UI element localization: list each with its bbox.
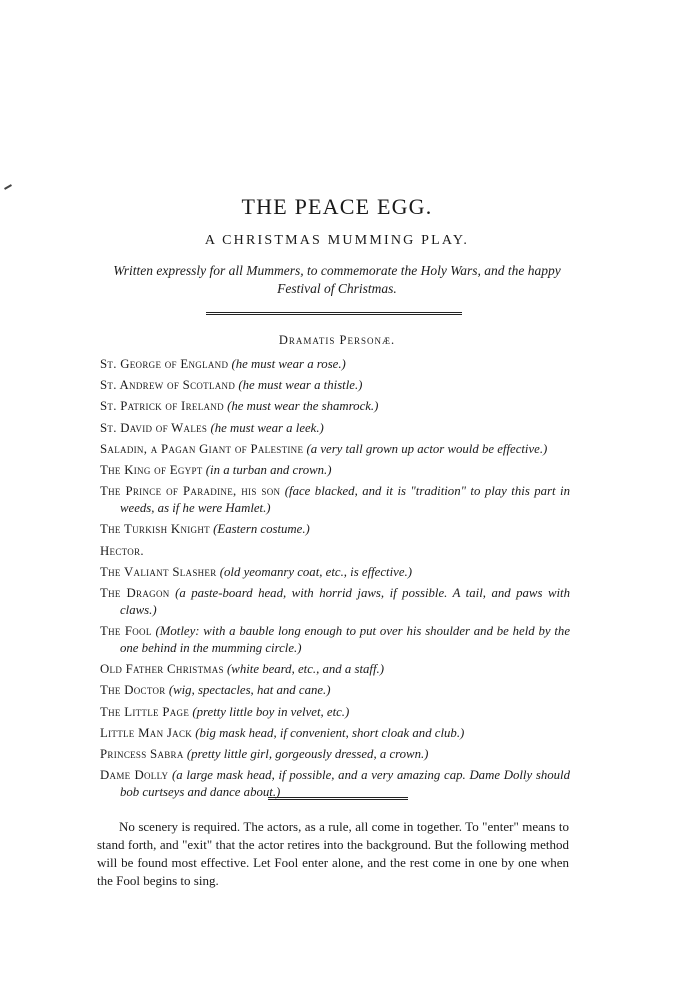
cast-entry bbox=[100, 725, 570, 742]
character-description: (face blacked, and it is "tradition" to play this part in weeds, as if he were Hamlet.) bbox=[120, 484, 570, 516]
cast-entry bbox=[100, 441, 570, 458]
cast-entry bbox=[100, 462, 570, 479]
page-title: THE PEACE EGG. bbox=[241, 194, 433, 219]
cast-entry bbox=[100, 521, 570, 538]
character-description: (white beard, etc., and a staff.) bbox=[227, 662, 384, 677]
dramatis-personae-heading: Dramatis Personæ. bbox=[278, 333, 396, 347]
character-name: Little Man Jack bbox=[100, 725, 193, 740]
character-name: Princess Sabra bbox=[100, 747, 184, 761]
cast-entry bbox=[100, 682, 570, 699]
cast-entry bbox=[100, 746, 570, 763]
character-name: The Turkish Knight bbox=[100, 522, 210, 537]
character-description: (big mask head, if convenient, short cloak and club.) bbox=[195, 725, 465, 740]
character-name: The Prince of Paradine, his son bbox=[100, 484, 281, 499]
divider-rule-top bbox=[206, 312, 462, 315]
character-name: Saladin, a Pagan Giant of Palestine bbox=[100, 441, 304, 456]
character-name: St. Andrew of Scotland bbox=[100, 378, 236, 393]
cast-entry bbox=[100, 377, 570, 394]
character-name: The Fool bbox=[100, 624, 152, 639]
character-description: (wig, spectacles, hat and cane.) bbox=[168, 683, 331, 698]
page-subtitle: A CHRISTMAS MUMMING PLAY. bbox=[204, 233, 470, 248]
character-name: Dame Dolly bbox=[100, 768, 169, 783]
character-description: (he must wear a rose.) bbox=[231, 357, 346, 371]
cast-entry bbox=[100, 483, 570, 517]
character-name: The Doctor bbox=[100, 683, 166, 698]
cast-entry bbox=[100, 623, 570, 657]
divider-rule-bottom bbox=[268, 797, 408, 800]
cast-entry bbox=[100, 661, 570, 678]
character-description: (pretty little boy in velvet, etc.) bbox=[192, 704, 350, 719]
cast-list bbox=[100, 356, 570, 805]
cast-entry bbox=[100, 420, 570, 437]
character-description: (he must wear a leek.) bbox=[210, 420, 324, 435]
character-description: (a large mask head, if possible, and a very amazing cap. Dame Dolly should bob curtseys and dance about.) bbox=[120, 768, 571, 800]
cast-entry bbox=[100, 704, 570, 721]
character-name: The Valiant Slasher bbox=[100, 564, 217, 579]
character-name: The King of Egypt bbox=[100, 462, 203, 477]
character-description: (in a turban and crown.) bbox=[205, 462, 332, 477]
character-description: (he must wear the shamrock.) bbox=[227, 399, 379, 414]
cast-entry bbox=[100, 398, 570, 415]
character-description: (a paste-board head, with horrid jaws, if possible. A tail, and paws with claws.) bbox=[120, 585, 570, 617]
cast-entry bbox=[100, 356, 570, 373]
character-description: (Motley: with a bauble long enough to put over his shoulder and be held by the one behind in the mumming circle.) bbox=[120, 624, 571, 656]
margin-mark bbox=[4, 184, 12, 190]
character-description: (pretty little girl, gorgeously dressed, a crown.) bbox=[186, 747, 429, 761]
character-description: (Eastern costume.) bbox=[213, 522, 310, 537]
character-name: Old Father Christmas bbox=[100, 662, 224, 677]
cast-entry bbox=[100, 543, 570, 560]
cast-entry bbox=[100, 564, 570, 581]
character-name: St. George of England bbox=[100, 357, 229, 371]
dedication-text: Written expressly for all Mummers, to commemorate the Holy Wars, and the happy Festival of Christmas. bbox=[113, 263, 561, 296]
character-name: The Dragon bbox=[100, 585, 170, 600]
staging-notes: No scenery is required. The actors, as a rule, all come in together. To "enter" means to stand forth, and "exit" that the actor retires into the background. But the following method will be found most effective. Let Fool enter alone, and the rest come in one by one when the Fool begins to sing. bbox=[97, 819, 569, 888]
cast-entry bbox=[100, 585, 570, 619]
character-description: (he must wear a thistle.) bbox=[238, 378, 363, 393]
character-description: (a very tall grown up actor would be effective.) bbox=[306, 441, 548, 456]
character-name: St. Patrick of Ireland bbox=[100, 399, 224, 414]
character-name: The Little Page bbox=[100, 704, 190, 719]
character-name: Hector. bbox=[100, 543, 144, 558]
character-description: (old yeomanry coat, etc., is effective.) bbox=[219, 564, 412, 579]
character-name: St. David of Wales bbox=[100, 420, 208, 435]
